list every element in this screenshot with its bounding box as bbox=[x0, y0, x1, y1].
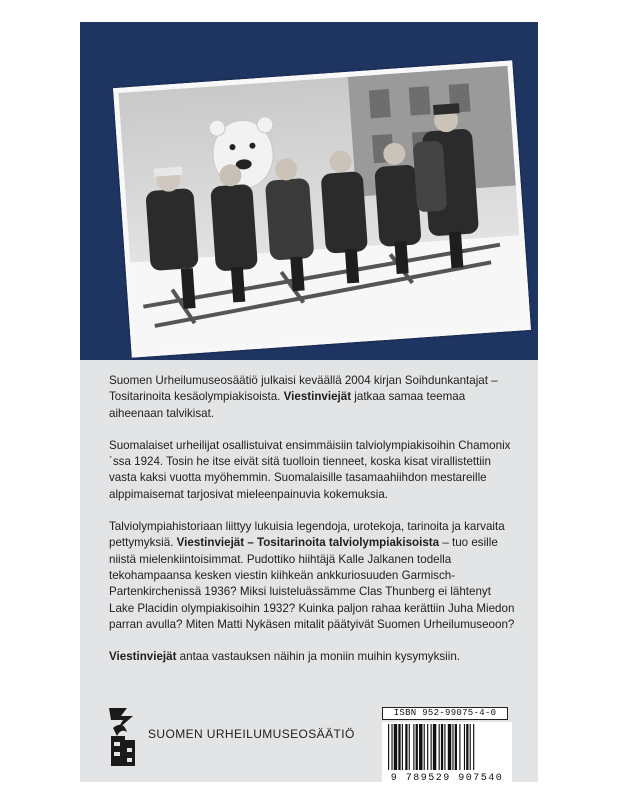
barcode-bar bbox=[413, 724, 414, 770]
barcode-bar bbox=[427, 724, 428, 770]
back-cover bbox=[80, 22, 538, 782]
blurb bbox=[109, 373, 519, 681]
text-segment: Suomalaiset urheilijat osallistuivat ensimmäisiin talviolympiakisoihin Chamonix´ssa 1924. Tosin he itse eivät sitä tuolloin tienneet, koska kisat virallistettiin vasta kaksi vuotta myöhemmin. Suomalaisille tasamaahiihdon mestareille alppimaisemat tarjosivat mieleenpainuvia kokemuksia. bbox=[109, 438, 511, 501]
text-segment: antaa vastauksen näihin ja moniin muihin kysymyksiin. bbox=[176, 650, 460, 664]
barcode-bar bbox=[409, 724, 410, 770]
paragraph-2 bbox=[109, 438, 519, 503]
book-title-bold: Viestinviejät bbox=[109, 650, 177, 664]
barcode-bar bbox=[419, 724, 422, 770]
barcode-bar bbox=[448, 724, 451, 770]
barcode-bar bbox=[424, 724, 425, 770]
barcode bbox=[382, 722, 512, 782]
paragraph-4 bbox=[109, 649, 519, 665]
barcode-bar bbox=[402, 724, 403, 770]
barcode-bar bbox=[394, 724, 397, 770]
barcode-bar bbox=[398, 724, 400, 770]
book-title-bold: Viestinviejät bbox=[283, 390, 352, 404]
barcode-bar bbox=[459, 724, 460, 770]
photo-illustration bbox=[118, 66, 525, 353]
barcode-bar bbox=[391, 724, 392, 770]
barcode-bar bbox=[405, 724, 407, 770]
barcode-bars bbox=[382, 722, 512, 772]
book-title-bold: Viestinviejät – Tositarinoita talviolympiakisoista bbox=[176, 536, 440, 550]
barcode-bar bbox=[452, 724, 453, 770]
barcode-bar bbox=[439, 724, 440, 770]
barcode-bar bbox=[441, 724, 443, 770]
barcode-bar bbox=[470, 724, 471, 770]
barcode-number: 9 789529 907540 bbox=[390, 773, 504, 782]
publisher-name: SUOMEN URHEILUMUSEOSÄÄTIÖ bbox=[148, 727, 355, 741]
torch-flame-logo-icon bbox=[107, 706, 139, 768]
text-segment: jatkaa samaa teemaa aiheenaan talvikisat. bbox=[109, 390, 466, 420]
barcode-bar bbox=[433, 724, 436, 770]
barcode-bar bbox=[388, 724, 389, 770]
barcode-bar bbox=[431, 724, 432, 770]
barcode-bar bbox=[416, 724, 418, 770]
paragraph-1 bbox=[109, 373, 519, 422]
isbn-label: ISBN 952-99075-4-0 bbox=[382, 707, 508, 720]
barcode-bar bbox=[444, 724, 445, 770]
barcode-bar bbox=[464, 724, 465, 770]
text-segment: – tuo esille niistä mielenkiintoisimmat. Pudottiko hiihtäjä Kalle Jalkanen todella tekohampaansa kesken viestin kiihkeän ankkuriosuuden Garmisch-Partenkirchenissä 1936? Miksi luisteluässämme Clas Thunberg ei lähtenyt Lake Placidin olympiakisoihin 1932? Kuinka paljon rahaa kerättiin Juha Miedon parran avulla? Miten Matti Nykäsen mitalit päätyivät Suomen Urheilumuseoon? bbox=[109, 536, 515, 631]
barcode-bar bbox=[473, 724, 474, 770]
cover-photo bbox=[113, 60, 531, 357]
barcode-bar bbox=[466, 724, 468, 770]
paragraph-3 bbox=[109, 519, 519, 633]
text-segment: Talviolympiahistoriaan liittyy lukuisia legendoja, urotekoja, tarinoita ja karvaita pettymyksiä. bbox=[109, 520, 505, 550]
barcode-bar bbox=[455, 724, 457, 770]
text-segment: Suomen Urheilumuseosäätiö julkaisi keväällä 2004 kirjan Soihdunkantajat – Tositarinoita kesäolympiakisoista. bbox=[109, 374, 498, 404]
